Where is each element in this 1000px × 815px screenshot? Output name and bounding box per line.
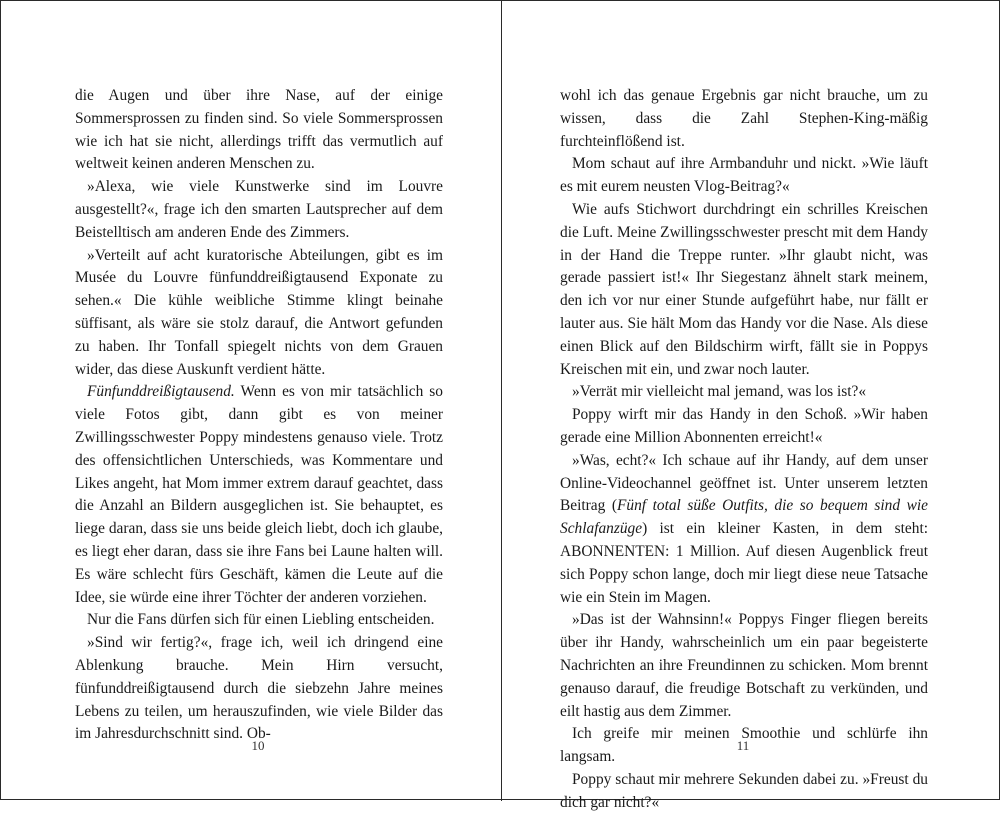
italic-emphasis: Fünfunddreißigtausend. <box>87 383 235 401</box>
paragraph: Mom schaut auf ihre Armbanduhr und nickt. »Wie läuft es mit eurem neusten Vlog-Beitrag?« <box>560 155 928 196</box>
page-number-right: 11 <box>736 738 750 753</box>
paragraph <box>560 450 928 610</box>
paragraph: »Verteilt auf acht kuratorische Abteilungen, gibt es im Musée du Louvre fünfunddreißigtausend Exponate zu sehen.« Die kühle weibliche Stimme klingt beinahe süffisant, als wäre sie stolz darauf, die Antwort gefunden zu haben. Ihr Tonfall spiegelt nichts von dem Grauen wider, das diese Auskunft verdient hätte. <box>75 246 443 378</box>
paragraph-text: Wenn es von mir tatsächlich so viele Fotos gibt, dann gibt es von meiner Zwillingsschwester Poppy mindestens genauso viele. Trotz des offensichtlichen Unterschieds, was Kommentare und Likes angeht, hat Mom immer extrem darauf geachtet, dass die Anzahl an Bildern ausgeglichen ist. Sie behauptet, es liege daran, dass sie uns beide gleich liebt, doch ich glaube, es liegt eher daran, dass sie ihre Fans bei Laune halten will. Es wäre schlecht fürs Geschäft, kämen die Leute auf die Idee, sie würde eine ihrer Töchter der anderen vorziehen. <box>75 383 443 606</box>
page-gutter <box>501 1 502 801</box>
paragraph-text: ) ist ein kleiner Kasten, in dem steht: ABONNENTEN: 1 Million. Auf diesen Augenblick freut sich Poppy schon lange, doch mir liegt diese neue Tatsache wie ein Stein im Magen. <box>560 520 928 606</box>
paragraph-text: »Was, echt?« Ich schaue auf ihr Handy, auf dem unser Online-Videochannel geöffnet ist. Unter unserem letzten Beitrag ( <box>560 451 928 515</box>
italic-emphasis: Fünf total süße Outfits, die so bequem sind wie Schlafanzüge <box>560 497 928 538</box>
paragraph: die Augen und über ihre Nase, auf der einige Sommersprossen zu finden sind. So viele Sommersprossen wie ich hat sie nicht, allerdings trifft das vermutlich auf weltweit keinen anderen Menschen zu. <box>75 87 443 173</box>
paragraph: »Sind wir fertig?«, frage ich, weil ich dringend eine Ablenkung brauche. Mein Hirn versucht, fünfunddreißigtausend durch die siebzehn Jahre meines Lebens zu teilen, um herauszufinden, wie viele Bilder das im Jahresdurchschnitt sind. Ob- <box>75 634 443 743</box>
paragraph <box>75 381 443 609</box>
right-page <box>560 85 928 815</box>
paragraph: Poppy wirft mir das Handy in den Schoß. »Wir haben gerade eine Million Abonnenten erreicht!« <box>560 406 928 446</box>
paragraph: »Das ist der Wahnsinn!« Poppys Finger fliegen bereits über ihr Handy, wahrscheinlich um ein paar begeisterte Nachrichten an ihre Freundinnen zu schicken. Mom brennt genauso darauf, die freudige Botschaft zu verkünden, und eilt hastig aus dem Zimmer. <box>560 611 928 720</box>
paragraph: Ich greife mir meinen Smoothie und schlürfe ihn langsam. <box>560 725 928 766</box>
paragraph: Wie aufs Stichwort durchdringt ein schrilles Kreischen die Luft. Meine Zwillingsschwester prescht mit dem Handy in der Hand die Treppe runter. »Ihr glaubt nicht, was gerade passiert ist!« Ihr Siegestanz ähnelt stark meinem, den ich vor nur einer Stunde aufgeführt habe, nur fällt er lauter aus. Sie hält Mom das Handy vor die Nase. Als diese einen Blick auf den Bildschirm wirft, fällt sie in Poppys Kreischen mit ein, und zwar noch lauter. <box>560 200 928 378</box>
paragraph: »Alexa, wie viele Kunstwerke sind im Louvre ausgestellt?«, frage ich den smarten Lautsprecher auf dem Beistelltisch am anderen Ende des Zimmers. <box>75 178 443 241</box>
paragraph: wohl ich das genaue Ergebnis gar nicht brauche, um zu wissen, dass die Zahl Stephen-King-mäßig furchteinflößend ist. <box>560 87 928 150</box>
paragraph: Poppy schaut mir mehrere Sekunden dabei zu. »Freust du dich gar nicht?« <box>560 770 928 811</box>
left-page <box>75 85 443 746</box>
paragraph: Nur die Fans dürfen sich für einen Liebling entscheiden. <box>87 611 435 629</box>
paragraph: »Verrät mir vielleicht mal jemand, was los ist?« <box>572 383 867 401</box>
page-number-left: 10 <box>251 738 265 753</box>
